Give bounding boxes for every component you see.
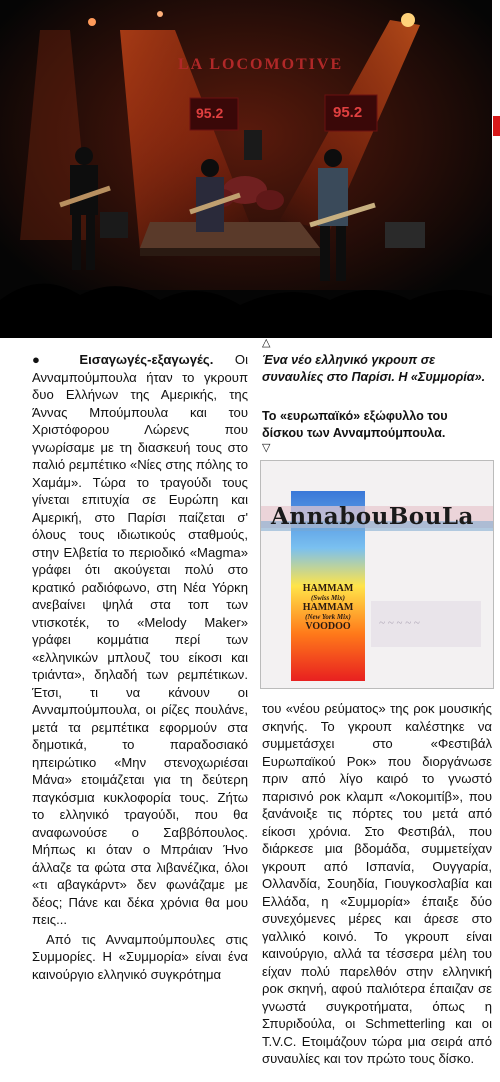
right-column-text: [262, 700, 492, 1068]
up-triangle-icon: △: [262, 337, 271, 349]
continuation-paragraph: του «νέου ρεύματος» της ροκ μουσικής σκηνής. Το γκρουπ καλέστηκε να συμμετάσχει στο «Φεστιβάλ Ευρωπαϊκού Ροκ» που διοργάνωσε πριν από λίγο καιρό το γνωστό παρισινό ροκ κλαμπ «Λοκομιτίβ», που ξανάνοιξε τις πόρτες του μετά από είκοσι χρόνια. Στο Φεστιβάλ, που διάρκεσε μια βδομάδα, συμμετείχαν γκρουπ από Ισπανία, Ουγγαρία, Ολλανδία, Σουηδία, Γιουγκοσλαβία και Ελλάδα, η «Συμμορία» έπαιξε δύο συνεχόμενες μέρες και άρεσε στο γαλλικό κοινό. Το γκρουπ είναι καινούργιο, αλλά τα τέσσερα μέλη του είχαν πολύ παρελθόν στην ελληνική ροκ σκηνή, αφού παλιότερα έπαιζαν σε γνωστά συγκροτήματα, όπως η Σπυριδούλα, οι Schmetterling και οι T.V.C. Ετοιμάζουν τώρα μια σειρά από συναυλίες και τον πρώτο τους δίσκο.: [262, 701, 492, 1066]
page-edge-marker: [493, 116, 500, 136]
lead-text: Οι Ανναμπούμπουλα ήταν το γκρουπ δυο Ελλήνων της Αμερικής, της Άννας Μπούμπουλα και του Χριστόφορου Λώρενς που γνωρίσαμε με τη διασκευή τους στο παλιό ρεμπέτικο «Νίες στης πόλης το Χαμάμ». Τώρα το τραγούδι τους γίνεται επιτυχία σε Ευρώπη και Αμερική, στο Παρίσι παίζεται σ' όλους τους ιδιωτικούς σταθμούς, στην Ελβετία το περιοδικό «Magma» γράφει ότι ακούγεται πολύ στο κρατικό ραδιόφωνο, στη Νέα Υόρκη ανεβαίνει ψηλά στα τοπ των ντισκοτέκ, το «Melody Maker» γράφει κομμάτια περί των «ελληνικών μπλουζ του είκοσι και τριάντα», δηλαδή των ρεμπέτικων. Έτσι, τι να κάνουν οι Ανναμπούμπουλα, οι ρίζες πουλάνε, μετά τα ρεμπέτικα εφορμούν στα δημοτικά, το παραδοσιακό ηπειρώτικο «Μην στενοχωριέσαι Μάνα» ετοιμάζεται για τη δεύτερη παγκόσμια κυκλοφορία τους. Ζήτω το ελληνικό τραγούδι, που θα αναφωνούσε ο Σαββόπουλος. Μήπως κι όταν ο Μπράιαν Ήνο άλλαζε τα φώτα στα λιβανέζικα, όλοι «τι αβαγκάρντ» δεν φωνάζαμε με δέος; Πάνε και δέκα χρόνια θα μου πεις...: [32, 352, 248, 927]
track-2: HAMMAM: [302, 602, 354, 613]
track-1-mix: (Swiss Mix): [310, 594, 346, 602]
down-triangle-icon: ▽: [262, 442, 271, 454]
amp-sign-left: 95.2: [196, 105, 224, 121]
bullet-icon: ●: [32, 352, 80, 367]
photo-caption: Ένα νέο ελληνικό γκρουπ σε συναυλίες στο Παρίσι. Η «Συμμορία».: [262, 353, 486, 384]
album-cover-art: [261, 461, 493, 688]
cover-caption: Το «ευρωπαϊκό» εξώφυλλο του δίσκου των Ανναμπούμπουλα.: [262, 409, 448, 440]
track-1: HAMMAM: [302, 583, 354, 594]
svg-text:~ ~ ~ ~ ~: ~ ~ ~ ~ ~: [379, 617, 420, 629]
second-paragraph: Από τις Ανναμπούμπουλες στις Συμμορίες. Η «Συμμορία» είναι ένα καινούργιο ελληνικό συγκρότημα: [32, 931, 248, 982]
track-3: VOODOO: [305, 621, 351, 632]
album-tracklist: [295, 583, 361, 632]
lead-heading: Εισαγωγές-εξαγωγές.: [79, 352, 214, 367]
album-cover: [260, 460, 494, 689]
page-edge-rule: [488, 990, 500, 1000]
concert-photo-art: [0, 0, 492, 338]
concert-photo: [0, 0, 492, 338]
album-artist-logo: AnnabouBouLa: [271, 503, 474, 530]
left-column: [32, 351, 248, 983]
track-2-mix: (New York Mix): [305, 613, 351, 621]
amp-sign-right: 95.2: [333, 104, 363, 121]
venue-sign: LA LOCOMOTIVE: [178, 56, 344, 73]
lead-paragraph: [32, 351, 248, 929]
